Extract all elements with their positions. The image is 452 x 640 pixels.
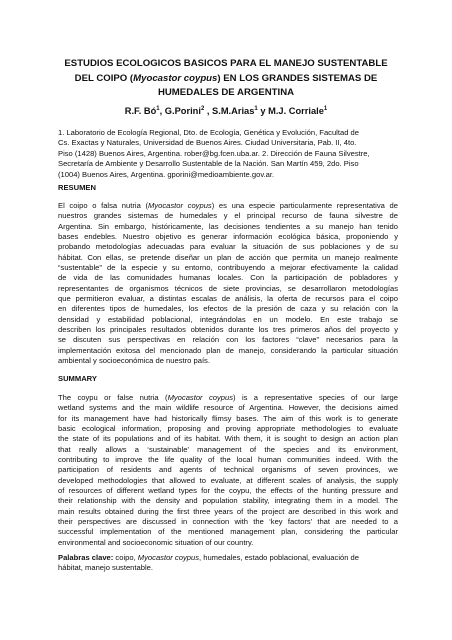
text-line: their perspectives are discussed in connection with the ‘key factors’ that are needed to a	[58, 517, 398, 527]
text-line: representantes de organismos técnicos de siete provincias, se desarrollaron metodologías	[58, 283, 398, 293]
author-name: R.F. Bó	[124, 106, 157, 116]
text-line: describen los principales resultados obtenidos durante los tres primeros años del proyecto y	[58, 325, 398, 335]
affiliation-line: Secretaría de Ambiente y Desarrollo Sustentable de la Nación. San Martín 459, 2do. Piso	[58, 159, 359, 169]
affiliation-line: Cs. Exactas y Naturales, Universidad de Buenos Aires. Ciudad Universitaria, Pab. II, 4to.	[58, 138, 357, 148]
text-line: implementación exitosa del mencionado plan de manejo, considerando la particular situación	[58, 345, 398, 355]
text-line: participation of residents and agents of technical organisms of seven provinces, we	[58, 465, 398, 475]
author-name: y M.J. Corriale	[257, 106, 324, 116]
summary-heading: SUMMARY	[58, 374, 97, 383]
author-name: , S.M.Arias	[204, 106, 255, 116]
authors-line	[40, 106, 412, 116]
text-line: Palabras clave: coipo, Myocastor coypus, humedales, estado poblacional, evaluación de	[58, 553, 360, 562]
text-line: que permitieron evaluar, a distintas escalas de análisis, la oferta de recursos para el coipo	[58, 294, 398, 304]
text-line: environmental and socioeconomic situation of our country.	[58, 537, 254, 547]
text-line: probando metodologías adecuadas para evaluar la situación de sus poblaciones y de su	[58, 242, 398, 252]
text-line: that really allows a ‘sustainable’ management of the species and its environment,	[58, 444, 398, 454]
affiliation-mark: 1	[323, 106, 328, 112]
text-line: hábitat, manejo sustentable.	[58, 563, 153, 573]
text-line: bases endebles. Nuestro objetivo es generar información ecológica básica, proponiendo y	[58, 232, 398, 242]
text-line: basic ecological information, proposing and proving appropriate methodologies to evaluate	[58, 424, 398, 434]
affiliation-mark: 1	[254, 106, 258, 112]
title-line: HUMEDALES DE ARGENTINA	[157, 87, 295, 98]
affiliation-mark: 2	[200, 106, 205, 112]
text-line: contributing to improve the life quality of the local human communities indeed. With the	[58, 455, 398, 465]
affiliation-line: (1004) Buenos Aires, Argentina. gporini@medioambiente.gov.ar.	[58, 169, 275, 179]
text-line: de vida de las comunidades humanas locales. Con la participación de pobladores y	[58, 273, 398, 283]
text-line: “sustentable” de la especie y su entorno, contribuyendo a mejorar efectivamente la calidad	[58, 263, 398, 273]
text-line: ambiental y socioeconómica de nuestro país.	[58, 356, 210, 366]
keywords-paragraph	[58, 553, 398, 574]
summary-paragraph	[58, 393, 398, 548]
text-line: main results obtained during the first three years of the project are described in this work and	[58, 506, 398, 516]
resumen-paragraph	[58, 201, 398, 367]
text-line: their relationship with the density and population stability, integrating them in a model. The	[58, 496, 398, 506]
affiliation-mark: 1	[156, 106, 160, 112]
text-line: se discuten sus perspectivas en relación con los factores “clave” necesarios para la	[58, 335, 398, 345]
text-line: densidad y estabilidad poblacional, integrándolas en un modelo. En este trabajo se	[58, 314, 398, 324]
text-line: successful implementation of the mentioned management plan, considering the particular	[58, 527, 398, 537]
text-line: wetland systems and the main wildlife resource of Argentina. However, the decisions aimed	[58, 403, 398, 413]
text-line: nuestros grandes sistemas de humedales y el principal recurso de fauna silvestre de	[58, 211, 398, 221]
resumen-heading: RESUMEN	[58, 183, 96, 192]
keywords-label: Palabras clave:	[58, 553, 114, 562]
text-line: The coypu or false nutria (Myocastor coypus) is a representative species of our large	[58, 393, 398, 402]
text-line: of resources of different wetland types for the coypu, the effects of the hunting pressure and	[58, 486, 398, 496]
text-line: El coipo o falsa nutria (Myocastor coypus) es una especie particularmente representativa de	[58, 201, 398, 210]
affiliations	[58, 128, 398, 180]
affiliation-line: 1. Laboratorio de Ecología Regional, Dto. de Ecología, Genética y Evolución, Facultad de	[58, 128, 359, 137]
text-line: hábitat. Con ellas, se pretende diseñar un plan de acción que permita un manejo realmente	[58, 252, 398, 262]
text-line: the state of its populations and of its habitat. With them, it is sought to design an action plan	[58, 434, 398, 444]
paper-title	[40, 57, 412, 101]
text-line: for its management have had historically flimsy bases. The aim of this work is to generate	[58, 413, 398, 423]
affiliation-line: Piso (1428) Buenos Aires, Argentina. rober@bg.fcen.uba.ar. 2. Dirección de Fauna Silvestre,	[58, 148, 370, 158]
text-line: en diferentes tipos de humedales, los efectos de la presión de caza y su relación con la	[58, 304, 398, 314]
text-line: developed methodologies that allowed to evaluate, at different scales of analysis, the supply	[58, 475, 398, 485]
title-line: DEL COIPO (Myocastor coypus) EN LOS GRANDES SISTEMAS DE	[74, 72, 378, 84]
title-line: ESTUDIOS ECOLOGICOS BASICOS PARA EL MANEJO SUSTENTABLE	[64, 58, 388, 69]
species-name: Myocastor coypus	[147, 201, 212, 210]
species-name: Myocastor coypus	[137, 553, 199, 562]
species-name: Myocastor coypus	[133, 72, 218, 84]
author-name: , G.Porini	[159, 106, 201, 116]
species-name: Myocastor coypus	[167, 393, 234, 402]
text-line: Argentina. Sin embargo, históricamente, las decisiones tendientes a su manejo han tenido	[58, 221, 398, 231]
